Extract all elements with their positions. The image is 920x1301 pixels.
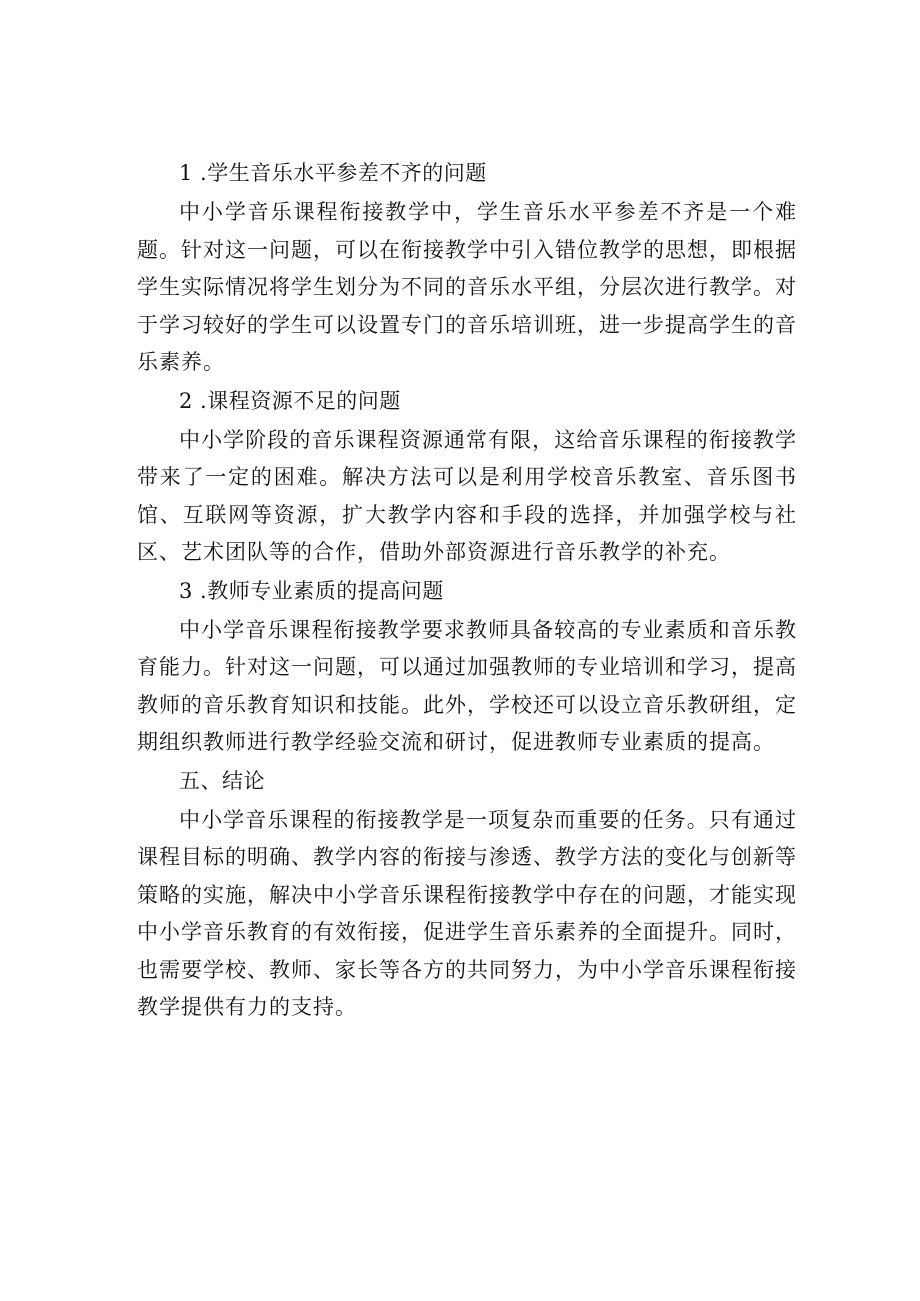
document-body (137, 155, 797, 1027)
conclusion-paragraph: 中小学音乐课程的衔接教学是一项复杂而重要的任务。只有通过课程目标的明确、教学内容的衔接与渗透、教学方法的变化与创新等策略的实施，解决中小学音乐课程衔接教学中存在的问题，才能实现中小学音乐教育的有效衔接，促进学生音乐素养的全面提升。同时，也需要学校、教师、家长等各方的共同努力，为中小学音乐课程衔接教学提供有力的支持。 (137, 807, 797, 1019)
section-paragraph-2: 中小学阶段的音乐课程资源通常有限，这给音乐课程的衔接教学带来了一定的困难。解决方法可以是利用学校音乐教室、音乐图书馆、互联网等资源，扩大教学内容和手段的选择，并加强学校与社区、艺术团队等的合作，借助外部资源进行音乐教学的补充。 (137, 427, 797, 564)
section-heading-1: 1 .学生音乐水平参差不齐的问题 (179, 161, 487, 185)
section-heading-2: 2 .课程资源不足的问题 (179, 388, 401, 413)
section-paragraph-1: 中小学音乐课程衔接教学中，学生音乐水平参差不齐是一个难题。针对这一问题，可以在衔接教学中引入错位教学的思想，即根据学生实际情况将学生划分为不同的音乐水平组，分层次进行教学。对于学习较好的学生可以设置专门的音乐培训班，进一步提高学生的音乐素养。 (137, 200, 797, 374)
section-heading-3: 3 .教师专业素质的提高问题 (179, 578, 444, 603)
section-paragraph-3: 中小学音乐课程衔接教学要求教师具备较高的专业素质和音乐教育能力。针对这一问题，可以通过加强教师的专业培训和学习，提高教师的音乐教育知识和技能。此外，学校还可以设立音乐教研组，定期组织教师进行教学经验交流和研讨，促进教师专业素质的提高。 (137, 617, 797, 754)
conclusion-heading: 五、结论 (179, 768, 265, 793)
